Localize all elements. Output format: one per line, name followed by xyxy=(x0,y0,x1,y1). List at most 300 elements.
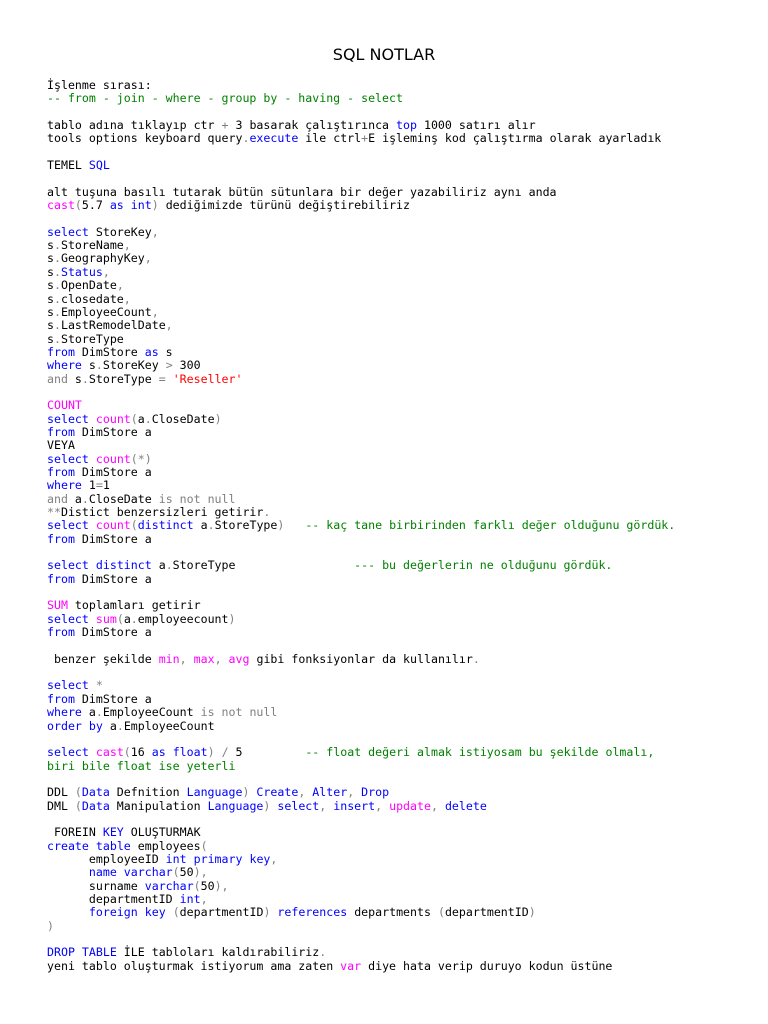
sql-keyword: DROP xyxy=(47,945,75,960)
sql-operator: ) xyxy=(263,798,271,813)
code-text: departmentID xyxy=(179,905,264,920)
code-text: 1 xyxy=(102,478,110,493)
sql-operator: . xyxy=(53,318,61,333)
code-line xyxy=(47,466,763,479)
sql-keyword: create xyxy=(47,838,89,853)
sql-keyword: varchar xyxy=(123,865,173,880)
sql-operator: ( xyxy=(116,611,124,626)
code-text xyxy=(138,905,145,919)
sql-keyword: int xyxy=(179,891,201,906)
sql-keyword: from xyxy=(47,625,75,640)
code-text: DimStore xyxy=(74,344,145,359)
code-line xyxy=(47,599,763,612)
code-text xyxy=(89,612,96,626)
sql-operator: ), xyxy=(214,878,229,893)
sql-keyword: int xyxy=(165,851,187,866)
sql-operator: > xyxy=(165,358,173,373)
sql-operator: ) xyxy=(263,905,271,920)
sql-operator: ) xyxy=(228,611,236,626)
code-text: departments xyxy=(347,905,438,920)
code-line xyxy=(47,319,763,332)
code-text: yeni tablo oluşturmak istiyorum ama zaten xyxy=(47,958,341,973)
sql-operator: is not null xyxy=(200,705,278,720)
sql-operator: ( xyxy=(74,785,82,800)
code-text: VEYA xyxy=(47,438,75,453)
code-text: GeographyKey xyxy=(60,251,145,266)
code-line xyxy=(47,239,763,252)
sql-string: 'Reseller' xyxy=(172,371,243,386)
code-text: ile ctrl xyxy=(298,131,362,146)
code-text xyxy=(47,905,89,919)
sql-operator: , xyxy=(319,798,327,813)
sql-keyword: select xyxy=(47,678,89,693)
code-line xyxy=(47,666,763,679)
sql-keyword: KEY xyxy=(102,825,124,840)
sql-keyword: where xyxy=(47,478,82,493)
code-text: 50 xyxy=(200,878,215,893)
code-text xyxy=(75,945,82,959)
code-text: a xyxy=(67,491,82,506)
code-text: employeecount xyxy=(137,611,229,626)
code-text: 300 xyxy=(172,358,201,373)
code-text: departmentID xyxy=(444,905,529,920)
code-text xyxy=(89,839,96,853)
sql-comment: -- from - join - where - group by - having - select xyxy=(47,91,403,106)
code-text: Distict benzersizleri getirir xyxy=(60,505,264,519)
code-line xyxy=(47,199,763,212)
code-line xyxy=(47,519,763,532)
sql-function: count xyxy=(95,451,131,466)
sql-operator: . xyxy=(242,131,250,146)
code-line xyxy=(47,880,763,893)
code-line xyxy=(47,706,763,719)
code-line xyxy=(47,293,763,306)
code-line xyxy=(47,226,763,239)
code-text: gibi fonksiyonlar da kullanılır xyxy=(249,651,473,666)
code-text: s xyxy=(47,304,54,319)
code-line xyxy=(47,132,763,145)
code-line xyxy=(47,426,763,439)
sql-function: max xyxy=(193,651,215,666)
sql-operator: ( xyxy=(74,198,82,213)
sql-keyword: where xyxy=(47,358,82,373)
code-text: departmentID xyxy=(47,891,180,906)
sql-operator: + xyxy=(361,131,369,146)
code-line xyxy=(47,653,763,666)
sql-operator: ), xyxy=(193,865,208,880)
sql-keyword: Language xyxy=(186,785,243,800)
sql-operator: ) xyxy=(528,905,536,920)
sql-operator: , xyxy=(214,651,222,666)
code-text: StoreType xyxy=(214,518,278,533)
sql-operator: . xyxy=(263,505,271,519)
code-text: OLUŞTURMAK xyxy=(123,825,201,840)
code-text xyxy=(47,865,89,879)
sql-keyword: key xyxy=(144,905,166,920)
code-text: s xyxy=(47,238,54,253)
code-text: a xyxy=(193,518,208,533)
code-line xyxy=(47,533,763,546)
sql-function: update xyxy=(389,798,431,813)
code-line xyxy=(47,453,763,466)
code-text: DimStore a xyxy=(74,464,152,479)
sql-keyword: insert xyxy=(333,798,376,813)
code-text: 50 xyxy=(179,865,194,880)
code-text: s xyxy=(67,371,82,386)
sql-keyword: select xyxy=(47,611,89,626)
code-line xyxy=(47,119,763,132)
sql-operator: ( xyxy=(200,838,208,853)
sql-keyword: primary xyxy=(193,851,243,866)
code-text xyxy=(187,852,194,866)
code-text: dediğimizde türünü değiştirebiliriz xyxy=(158,198,410,213)
code-text: s xyxy=(47,331,54,346)
code-text: s xyxy=(47,264,54,279)
sql-keyword: from xyxy=(47,531,75,546)
code-text xyxy=(166,372,173,386)
sql-operator: , xyxy=(430,798,438,813)
code-line xyxy=(47,760,763,773)
code-line xyxy=(47,413,763,426)
sql-keyword: where xyxy=(47,705,82,720)
code-text: toplamları getirir xyxy=(67,598,201,613)
sql-keyword: select xyxy=(277,798,320,813)
code-text: EmployeeCount xyxy=(123,718,215,733)
sql-function: count xyxy=(95,518,131,533)
sql-keyword: references xyxy=(277,905,348,920)
sql-keyword: from xyxy=(47,344,75,359)
sql-operator: ( xyxy=(74,798,82,813)
sql-operator: , xyxy=(298,785,306,800)
sql-operator: . xyxy=(130,611,138,626)
code-text: a xyxy=(102,718,117,733)
code-text: s xyxy=(81,358,96,373)
code-text: 16 xyxy=(130,745,152,760)
code-line xyxy=(47,800,763,813)
sql-operator: . xyxy=(165,558,173,573)
sql-function: avg xyxy=(228,651,250,666)
code-line xyxy=(47,186,763,199)
code-text: LastRemodelDate xyxy=(60,318,166,333)
code-line xyxy=(47,386,763,399)
code-text: a xyxy=(137,411,145,426)
code-line xyxy=(47,720,763,733)
code-text: DimStore a xyxy=(74,691,152,706)
code-line xyxy=(47,813,763,826)
sql-function: cast xyxy=(47,198,75,213)
sql-operator: ( xyxy=(172,905,180,920)
sql-operator: , xyxy=(151,304,159,319)
sql-function: SUM xyxy=(47,598,68,613)
code-text xyxy=(89,518,96,532)
code-text: CloseDate xyxy=(88,491,159,506)
code-text: EmployeeCount xyxy=(102,705,201,720)
code-text: StoreKey xyxy=(88,224,152,239)
sql-keyword: Data xyxy=(81,798,110,813)
code-line xyxy=(47,92,763,105)
code-line xyxy=(47,960,763,973)
sql-function: min xyxy=(158,651,180,666)
sql-operator: . xyxy=(53,291,61,306)
code-text: DimStore a xyxy=(74,625,152,640)
code-line xyxy=(47,279,763,292)
code-line xyxy=(47,853,763,866)
code-line xyxy=(47,306,763,319)
sql-operator: + xyxy=(221,118,229,133)
sql-keyword: name xyxy=(88,865,117,880)
sql-operator: . xyxy=(95,705,103,720)
sql-keyword: Status xyxy=(60,264,103,279)
code-line xyxy=(47,266,763,279)
code-text: DML xyxy=(47,798,75,813)
sql-operator: , xyxy=(347,785,355,800)
sql-operator: = xyxy=(95,478,103,493)
sql-operator: . xyxy=(207,518,215,533)
code-text: 5.7 xyxy=(81,198,110,213)
code-text: DDL xyxy=(47,785,75,800)
code-line xyxy=(47,906,763,919)
sql-keyword: select xyxy=(47,558,89,573)
sql-keyword: as xyxy=(144,344,159,359)
code-text xyxy=(89,558,96,572)
sql-keyword: select xyxy=(47,224,89,239)
sql-function: var xyxy=(340,958,362,973)
code-line xyxy=(47,506,763,519)
code-line xyxy=(47,146,763,159)
code-line xyxy=(47,493,763,506)
sql-operator: . xyxy=(53,304,61,319)
sql-keyword: Data xyxy=(81,785,110,800)
sql-keyword: as xyxy=(151,745,166,760)
sql-operator: , xyxy=(123,238,131,253)
sql-operator: is not null xyxy=(158,491,236,506)
sql-keyword: select xyxy=(47,411,89,426)
code-line xyxy=(47,346,763,359)
sql-keyword: int xyxy=(130,198,152,213)
code-text: alt tuşuna basılı tutarak bütün sütunlara bir değer yazabiliriz aynı anda xyxy=(47,184,557,199)
code-text xyxy=(89,452,96,466)
code-text: İLE tabloları kaldırabiliriz xyxy=(116,945,320,960)
sql-operator: and xyxy=(47,371,68,386)
sql-keyword: execute xyxy=(249,131,299,146)
code-text: tablo adına tıklayıp ctr xyxy=(47,118,222,133)
sql-keyword: by xyxy=(88,718,103,733)
sql-operator: (*) xyxy=(130,451,152,466)
sql-keyword: key xyxy=(249,851,271,866)
sql-operator: ( xyxy=(123,745,131,760)
code-text: Manipulation xyxy=(109,798,208,813)
sql-operator: ( xyxy=(130,518,138,533)
sql-keyword: varchar xyxy=(144,878,194,893)
code-line xyxy=(47,212,763,225)
code-text: surname xyxy=(47,878,145,893)
sql-keyword: TABLE xyxy=(81,945,117,960)
code-text xyxy=(284,518,305,532)
code-text: benzer şekilde xyxy=(47,651,159,666)
code-text: Defnition xyxy=(109,785,187,800)
code-text xyxy=(187,652,194,666)
sql-keyword: Alter xyxy=(312,785,348,800)
code-text: StoreType xyxy=(88,371,159,386)
sql-keyword: distinct xyxy=(137,518,194,533)
code-line xyxy=(47,559,763,572)
sql-function: cast xyxy=(95,745,124,760)
code-text: DimStore a xyxy=(74,531,152,546)
sql-notes-body xyxy=(47,79,763,973)
code-text xyxy=(89,745,96,759)
sql-comment: -- float değeri almak istiyosam bu şekilde olmalı, xyxy=(305,745,655,760)
code-text: s xyxy=(158,344,173,359)
code-text xyxy=(166,905,173,919)
sql-operator: ) xyxy=(277,518,285,533)
sql-operator: ( xyxy=(130,411,138,426)
code-text: 1 xyxy=(81,478,96,493)
code-line xyxy=(47,746,763,759)
sql-keyword: delete xyxy=(444,798,487,813)
code-text: DimStore a xyxy=(74,424,152,439)
code-line xyxy=(47,679,763,692)
sql-keyword: distinct xyxy=(95,558,152,573)
code-line xyxy=(47,333,763,346)
code-text: E işleminş kod çalıştırma olarak ayarladık xyxy=(368,131,662,146)
sql-keyword: from xyxy=(47,571,75,586)
sql-operator: , xyxy=(200,891,208,906)
sql-keyword: select xyxy=(47,518,89,533)
sql-function: sum xyxy=(95,611,117,626)
code-line xyxy=(47,893,763,906)
code-text: a xyxy=(123,611,131,626)
sql-operator: . xyxy=(472,651,480,666)
sql-operator: ( xyxy=(172,865,180,880)
code-line xyxy=(47,399,763,412)
sql-operator: , xyxy=(102,264,110,279)
sql-keyword: from xyxy=(47,424,75,439)
code-line xyxy=(47,733,763,746)
code-text: s xyxy=(47,251,54,266)
code-text xyxy=(89,412,96,426)
code-text: a xyxy=(81,705,96,720)
code-text: EmployeeCount xyxy=(60,304,152,319)
code-text: a xyxy=(151,558,166,573)
sql-operator: , xyxy=(270,851,278,866)
sql-keyword: select xyxy=(47,451,89,466)
code-line xyxy=(47,359,763,372)
sql-keyword: Language xyxy=(207,798,264,813)
sql-operator: * xyxy=(95,678,103,693)
sql-operator: ( xyxy=(193,878,201,893)
code-text: StoreType xyxy=(60,331,124,346)
sql-operator: . xyxy=(53,251,61,266)
code-text: StoreType xyxy=(172,558,355,573)
code-text: employeeID xyxy=(47,851,166,866)
sql-operator: ) xyxy=(151,198,159,213)
code-text xyxy=(215,745,222,759)
sql-operator: , xyxy=(179,651,187,666)
code-text: OpenDate xyxy=(60,278,117,293)
code-text: employees xyxy=(130,838,201,853)
sql-keyword: select xyxy=(47,745,89,760)
sql-keyword: Create xyxy=(256,785,299,800)
code-text xyxy=(117,865,124,879)
code-line xyxy=(47,479,763,492)
code-line xyxy=(47,866,763,879)
code-text: 3 basarak çalıştırınca xyxy=(228,118,397,133)
code-line xyxy=(47,773,763,786)
sql-operator: ) xyxy=(214,411,222,426)
sql-operator: . xyxy=(53,278,61,293)
sql-operator: ) xyxy=(242,785,250,800)
code-line xyxy=(47,373,763,386)
sql-operator: ( xyxy=(437,905,445,920)
code-text: tools options keyboard query xyxy=(47,131,243,146)
code-text xyxy=(166,745,173,759)
sql-comment: biri bile float ise yeterli xyxy=(47,758,236,773)
code-line xyxy=(47,172,763,185)
code-text: DimStore a xyxy=(74,571,152,586)
page-title: SQL NOTLAR xyxy=(332,45,436,64)
sql-operator: , xyxy=(123,291,131,306)
code-line xyxy=(47,613,763,626)
code-text: İşlenme sırası: xyxy=(47,78,152,92)
sql-keyword: float xyxy=(172,745,208,760)
code-line xyxy=(47,946,763,959)
sql-operator: . xyxy=(81,491,89,506)
code-text: 5 xyxy=(228,745,306,760)
code-line xyxy=(47,79,763,92)
sql-operator: = xyxy=(158,371,166,386)
code-line xyxy=(47,920,763,933)
code-text: s xyxy=(47,291,54,306)
code-line xyxy=(47,439,763,452)
sql-comment: -- kaç tane birbirinden farklı değer olduğunu gördük. xyxy=(305,518,676,533)
sql-operator: ** xyxy=(47,505,61,519)
code-line xyxy=(47,573,763,586)
code-line xyxy=(47,840,763,853)
sql-operator: . xyxy=(53,331,61,346)
code-line xyxy=(47,693,763,706)
sql-operator: ) xyxy=(207,745,215,760)
code-line xyxy=(47,546,763,559)
sql-operator: , xyxy=(375,798,383,813)
sql-keyword: as xyxy=(109,198,124,213)
code-text: s xyxy=(47,278,54,293)
sql-operator: and xyxy=(47,491,68,506)
code-text xyxy=(438,799,445,813)
sql-keyword: SQL xyxy=(88,158,110,173)
sql-operator: , xyxy=(144,251,152,266)
code-line xyxy=(47,586,763,599)
code-text: StoreKey xyxy=(102,358,166,373)
code-text xyxy=(82,719,89,733)
sql-keyword: top xyxy=(396,118,417,133)
sql-function: COUNT xyxy=(47,398,82,413)
code-text: 1000 satırı alır xyxy=(416,118,536,133)
code-line xyxy=(47,252,763,265)
sql-keyword: from xyxy=(47,464,75,479)
sql-operator: . xyxy=(53,264,61,279)
sql-operator: , xyxy=(116,278,124,293)
sql-operator: . xyxy=(116,718,124,733)
code-text: FOREIN xyxy=(47,825,103,840)
code-line xyxy=(47,786,763,799)
code-line xyxy=(47,626,763,639)
sql-operator: ) xyxy=(47,918,54,933)
code-line xyxy=(47,106,763,119)
sql-keyword: foreign xyxy=(88,905,138,920)
sql-operator: / xyxy=(221,745,229,760)
code-line xyxy=(47,639,763,652)
code-text xyxy=(222,652,229,666)
